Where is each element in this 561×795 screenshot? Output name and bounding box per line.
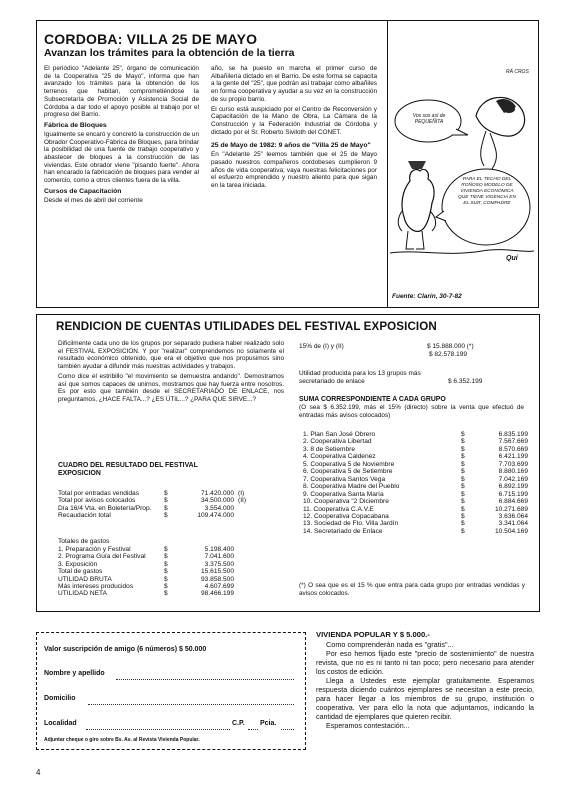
- row-label: 1. Preparación y Festival: [58, 546, 131, 553]
- coops-table: [303, 431, 533, 535]
- row-currency: $: [461, 431, 465, 438]
- row-currency: $: [461, 483, 465, 491]
- pcia-label: Pcia.: [260, 720, 277, 727]
- row-label: 9. Cooperativa Santa María: [303, 490, 384, 498]
- cartoon-bubble-1-text: Vos sos así de PEQUEÑITA: [412, 113, 446, 125]
- section-heading: 25 de Mayo de 1982: 9 años de "Villa 25 de Mayo": [211, 142, 371, 150]
- row-label: 2. Cooperativa Libertad: [303, 438, 372, 446]
- page-number: 4: [36, 768, 41, 777]
- row-currency: $: [461, 453, 465, 461]
- row-label: Día 16/4 Vta. en Boletería/Prop.: [58, 504, 152, 512]
- gastos-heading: Totales de gastos: [58, 538, 110, 545]
- row-value: 10.504.169: [494, 527, 528, 535]
- row-value: 34.500.000: [200, 497, 234, 505]
- table-row: [303, 476, 533, 483]
- table-row: [58, 497, 286, 504]
- domicilio-field[interactable]: [88, 694, 294, 705]
- row-label: 7. Cooperativa Santos Vega: [303, 475, 386, 483]
- rendicion-intro: [58, 340, 284, 406]
- table-row: [58, 512, 286, 519]
- table-row: [303, 491, 533, 498]
- pct-total: $ 82.578.199: [429, 351, 467, 358]
- row-currency: $: [461, 468, 465, 476]
- row-value: 3.554.000: [204, 504, 234, 512]
- pct-row: [299, 343, 531, 351]
- cuadro-title: CUADRO DEL RESULTADO DEL FESTIVAL EXPOSICION: [58, 462, 198, 477]
- row-value: 5.198.400: [204, 546, 234, 553]
- row-value: 10.271.689: [494, 505, 528, 513]
- localidad-label: Localidad: [44, 720, 77, 727]
- row-currency: $: [164, 583, 168, 591]
- ingresos-table: [58, 490, 286, 520]
- row-value: 3.636.064: [498, 512, 528, 520]
- row-currency: $: [164, 575, 168, 583]
- nombre-label: Nombre y apellido: [44, 670, 105, 677]
- table-row: [58, 583, 286, 590]
- row-value: 7.042.169: [498, 475, 528, 483]
- row-value: 71.420.000: [200, 490, 234, 497]
- cordoba-paragraph: año, se ha puesto en marcha el primer curso de Albañilería dictado en el Barrio. De este forma se capacita a la gente del "25", que podrán así trabajar como albañiles en forma cooperativa y ayudar a su vez en la construcción de su propio barrio.: [211, 65, 377, 103]
- rendicion-footnote: (*) O sea que es el 15 % que entra para cada grupo por entradas vendidas y avisos colocados.: [299, 582, 525, 597]
- row-label: 8. Cooperativa Madre del Pueblo: [303, 483, 400, 491]
- row-label: Total por entradas vendidas: [58, 490, 140, 497]
- row-label: 3. Exposición: [58, 560, 98, 568]
- row-label: Total de gastos: [58, 568, 103, 576]
- cordoba-paragraph: El periódico "Adelante 25", órgano de comunicación de la Cooperativa "25 de Mayo", informa que han avanzado los trámites para la obtención de los terrenos que habitan, comprometiéndose la Subsecretaría de Promoción y Asistencia Social de Córdoba a dar todo el apoyo posible al trabajo por el progreso del Barrio.: [44, 65, 199, 119]
- cordoba-title: CORDOBA: VILLA 25 DE MAYO: [44, 31, 258, 47]
- row-value: 15.615.500: [200, 568, 234, 576]
- row-currency: $: [461, 490, 465, 498]
- table-row: [303, 513, 533, 520]
- rendicion-title: RENDICION DE CUENTAS UTILIDADES DEL FESTIVAL EXPOSICION: [56, 320, 437, 333]
- row-currency: $: [461, 475, 465, 483]
- cordoba-column-1: [44, 65, 199, 207]
- cartoon-drawing: [386, 21, 538, 289]
- table-row: [58, 546, 286, 553]
- row-currency: $: [164, 560, 168, 568]
- suma-subtitle: (O sea $ 6.352.199, más el 15% (directo) sobre la venta que efectuó de entradas más avisos colocados): [299, 404, 524, 419]
- row-currency: $: [164, 553, 168, 561]
- domicilio-label: Domicilio: [44, 695, 76, 702]
- table-row: [303, 453, 533, 460]
- table-row: [303, 506, 533, 513]
- row-label: Total por avisos colocados: [58, 497, 136, 505]
- row-value: 6.884.669: [498, 498, 528, 506]
- cartoon-bubble-2-text: PARA EL TECHO DEL ROÑOSO MODELO DE VIVIENDA ECONÓMICA QUE TIENE VIGENCIA EN EL SUR, COMPADRE: [458, 177, 516, 206]
- table-row: [303, 498, 533, 505]
- row-label: 13. Sociedad de Fto. Villa Jardín: [303, 520, 399, 528]
- row-label: Más intereses producidos: [58, 583, 134, 591]
- closing-paragraph: Llega a Ustedes este ejemplar gratuitamente. Esperamos respuesta diciendo cuántos ejemplares se necesitan a este precio, para hacer llegar a los miembros de su grupo, institución o cooperativa. Ver para ello la nota que adjuntamos, indicando la cantidad de ejemplares que quieren recibir.: [316, 677, 534, 721]
- cordoba-column-2: [211, 65, 377, 192]
- table-row: [303, 528, 533, 535]
- form-footer: Adjuntar cheque o giro sobre Bs. As. al Revista Vivienda Popular.: [44, 737, 200, 743]
- cartoon-panel: [386, 20, 539, 308]
- row-value: 93.858.500: [200, 575, 234, 583]
- row-currency: $: [164, 497, 168, 505]
- cordoba-paragraph: Desde el mes de abril del corriente: [44, 196, 143, 204]
- row-currency: $: [461, 512, 465, 520]
- gastos-table: [58, 546, 286, 598]
- row-currency: $: [461, 505, 465, 513]
- row-currency: $: [461, 460, 465, 468]
- cordoba-paragraph: En "Adelante 25" leemos también que el 25 de Mayo pasado nuestros compañeros cordobeses cumplieron 9 años de vida cooperativa; vaya nuestras felicitaciones por el esfuerzo emprendido y nuestro aliento para que sigan en la tarea iniciada.: [211, 151, 377, 190]
- table-row: [303, 461, 533, 468]
- row-label: 5. Cooperativa 5 de Noviembre: [303, 460, 395, 468]
- suma-title: SUMA CORRESPONDIENTE A CADA GRUPO: [299, 396, 446, 403]
- row-label: 3. 8 de Setiembre: [303, 445, 356, 453]
- table-row: [303, 520, 533, 527]
- closing-line-2: Como comprenderán nada es "gratis"...: [326, 640, 454, 649]
- row-currency: $: [164, 504, 168, 512]
- row-label: 10. Cooperativa "2 Diciembre: [303, 498, 389, 506]
- intro-paragraph: Dificilmente cada uno de los grupos por separado pudiera haber realizado solo el FESTIVAL EXPOSICION. Y por "realizar" comprendemos no solamente el resultado económico obtenido, que era el objetivo que nos propusimos sino también ayudar a difundir más nuestras actividades y trabajos.: [58, 340, 284, 371]
- section-heading: Fábrica de Bloques: [44, 121, 107, 129]
- row-note: (II): [238, 497, 247, 505]
- table-row: [58, 561, 286, 568]
- table-row: [58, 553, 286, 560]
- table-row: [303, 446, 533, 453]
- row-value: 7.567.669: [498, 438, 528, 446]
- closing-text: [316, 650, 534, 731]
- closing-line-1: VIVIENDA POPULAR Y $ 5.000.-: [316, 630, 430, 639]
- table-row: [303, 468, 533, 475]
- row-value: 8.570.669: [498, 445, 528, 453]
- cordoba-subtitle: Avanzan los trámites para la obtención de la tierra: [44, 47, 295, 59]
- row-value: 7.703.699: [498, 460, 528, 468]
- pct-value: $ 15.888.000 (*): [427, 343, 474, 350]
- table-row: [58, 505, 286, 512]
- table-row: [58, 590, 286, 597]
- row-label: 2. Programa Guía del Festival: [58, 553, 146, 561]
- row-label: 4. Cooperativa Caldenez: [303, 453, 376, 461]
- row-label: UTILIDAD BRUTA: [58, 575, 112, 583]
- row-label: Recaudación total: [58, 512, 111, 520]
- closing-paragraph: Por eso hemos fijado este "precio de sostenimiento" de nuestra revista, que no es ni tanto ni tan poco; pero necesario para atender los costos de edición.: [316, 650, 534, 676]
- table-row: [303, 483, 533, 490]
- table-row: [58, 568, 286, 575]
- closing-paragraph: Esperamos contestación...: [326, 722, 410, 731]
- section-heading: Cursos de Capacitación: [44, 187, 122, 195]
- row-value: 3.341.064: [498, 520, 528, 528]
- cordoba-paragraph: El curso está auspiciado por el Centro de Reconversión y Capacitación de la Mano de Obra, La Cámara de la Construcción y la Federación Industrial de Córdoba y dictado por el Sr. Roberto Siviloth del CONET.: [211, 105, 377, 136]
- table-row: [58, 490, 286, 497]
- row-currency: $: [461, 498, 465, 506]
- cartoon-signature: Quí: [506, 255, 518, 262]
- row-label: 11. Cooperativa C.A.V.E: [303, 505, 374, 513]
- row-label: 14. Secretariado de Enlace: [303, 527, 383, 535]
- pcia-field[interactable]: [281, 719, 294, 730]
- row-value: 4.607.699: [204, 583, 234, 591]
- table-row: [58, 576, 286, 583]
- row-value: 3.375.500: [204, 560, 234, 568]
- row-currency: $: [164, 490, 168, 497]
- nombre-field[interactable]: [116, 669, 294, 680]
- row-currency: $: [461, 445, 465, 453]
- util-label: Utilidad producida para los 13 grupos más secretariado de enlace: [299, 370, 421, 385]
- row-value: 98.466.199: [200, 590, 234, 598]
- row-label: 1. Plan San José Obrero: [303, 431, 376, 438]
- row-currency: $: [461, 438, 465, 446]
- small-character-icon: [402, 169, 434, 231]
- row-value: 8.880.169: [498, 468, 528, 476]
- row-value: 6.835.199: [498, 431, 528, 438]
- cartoon-source: Fuente: Clarín, 30-7-82: [392, 293, 462, 300]
- row-currency: $: [164, 590, 168, 598]
- cp-field[interactable]: [248, 719, 258, 730]
- row-currency: $: [164, 546, 168, 553]
- row-currency: $: [461, 527, 465, 535]
- row-value: 109.474.000: [197, 512, 234, 520]
- row-currency: $: [164, 512, 168, 520]
- localidad-field[interactable]: [86, 719, 230, 730]
- table-row: [303, 438, 533, 445]
- row-currency: $: [461, 520, 465, 528]
- cordoba-paragraph: Igualmente se encaró y concretó la construcción de un Obrador Cooperativo-Fábrica de Bloques, para brindar la posibilidad de una fuente de trabajo cooperativo y abastecer de bloques a la construcción de las viviendas. Este obrador viene "pisando fuerte". Ahora han encarado la fabricación de bloques para vender al comercio, como a otros clientes fuera de la villa.: [44, 130, 199, 185]
- pct-label: 15% de (I) y (II): [299, 343, 344, 350]
- row-label: 6. Cooperativa 5 de Setiembre: [303, 468, 393, 476]
- row-value: 7.041.600: [204, 553, 234, 561]
- util-value: $ 6.352.199: [448, 378, 483, 385]
- row-value: 6.715.199: [498, 490, 528, 498]
- row-note: (I): [238, 490, 245, 497]
- row-label: 12. Cooperativa Copacabana: [303, 512, 389, 520]
- row-label: UTILIDAD NETA: [58, 590, 107, 598]
- cp-label: C.P.: [232, 720, 245, 727]
- form-heading: Valor suscripción de amigo (6 números) $ 50.000: [44, 646, 207, 653]
- intro-paragraph: Como dice el estribillo "el movimiento se demuestra andando". Demostramos así que somos capaces de unirnos, mostramos que hay fuerza entre nosotros. Es por esto que también desde el SECRETARIADO DE ENLACE, nos preguntamos, ¿HACE FALTA...? ¿ES ÚTIL...? ¿PARA QUE SIRVE...?: [58, 372, 284, 403]
- row-currency: $: [164, 568, 168, 576]
- row-value: 6.421.199: [498, 453, 528, 461]
- cartoon-corner-note: RÁ CROS: [506, 69, 529, 75]
- row-value: 6.892.199: [498, 483, 528, 491]
- table-row: [303, 431, 533, 438]
